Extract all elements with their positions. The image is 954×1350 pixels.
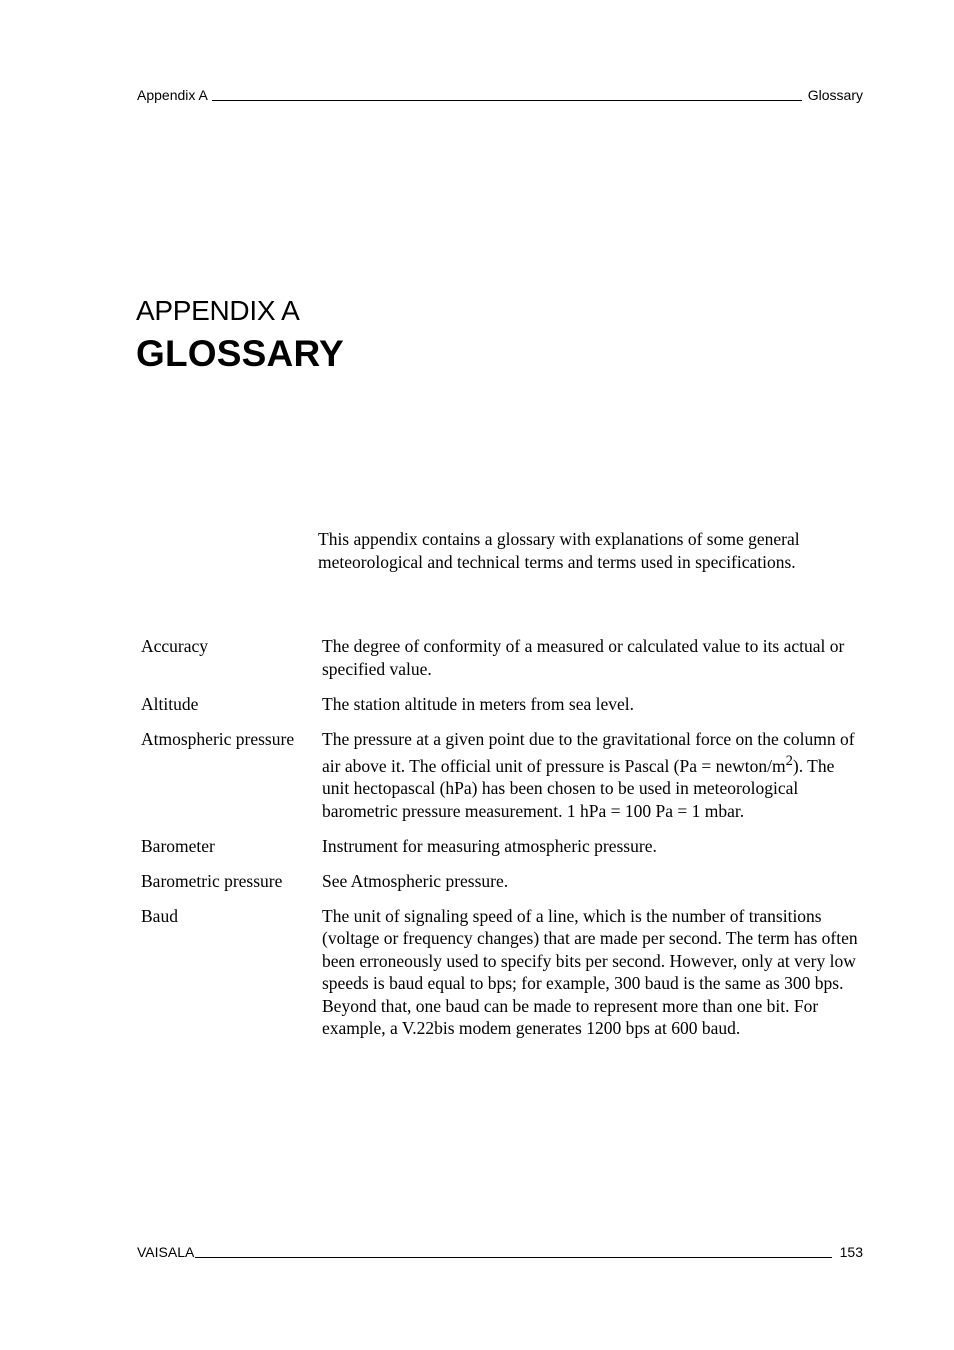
superscript-exponent: 2: [785, 753, 793, 769]
glossary-definition: Instrument for measuring atmospheric pressure.: [322, 835, 657, 856]
glossary-definition: The degree of conformity of a measured or calculated value to its actual or specified value.: [322, 636, 845, 679]
glossary-definition: The station altitude in meters from sea level.: [322, 693, 634, 714]
chapter-label: APPENDIX A: [136, 295, 300, 326]
running-footer: [137, 1244, 863, 1260]
glossary-term: Barometric pressure: [141, 870, 283, 891]
glossary-entry-altitude: [141, 693, 863, 716]
definition-text: The pressure at a given point due to the gravitational force on the column of air above it. The official unit of pressure is Pascal (Pa = newton/m: [322, 728, 855, 776]
header-section-label: Appendix A: [137, 87, 208, 103]
footer-rule: [195, 1256, 831, 1258]
glossary-term: Altitude: [141, 693, 199, 714]
header-chapter-name: Glossary: [807, 87, 863, 103]
footer-company-name: VAISALA: [137, 1244, 195, 1260]
header-rule: [212, 99, 802, 101]
glossary-definition: The unit of signaling speed of a line, which is the number of transitions (voltage or frequency changes) that are made per second. The term has often been erroneously used to specify bits per second. However, only at very low speeds is baud equal to bps; for example, 300 baud is the same as 300 bps. Beyond that, one baud can be made to represent more than one bit. For example, a V.22bis modem generates 1200 bps at 600 baud.: [322, 905, 858, 1039]
glossary-entry-baud: [141, 905, 863, 1040]
glossary-definition: [322, 728, 863, 823]
glossary-entry-barometer: [141, 835, 863, 858]
intro-paragraph: This appendix contains a glossary with explanations of some general meteorological and technical terms and terms used in specifications.: [318, 529, 800, 572]
glossary-entry-accuracy: [141, 635, 863, 680]
glossary-term: Accuracy: [141, 636, 209, 656]
glossary-definition: See Atmospheric pressure.: [322, 870, 509, 891]
page-number: 153: [839, 1244, 863, 1260]
glossary-term: Barometer: [141, 835, 215, 856]
chapter-title: GLOSSARY: [136, 333, 344, 374]
glossary-entry-barometric-pressure: [141, 870, 863, 893]
glossary-term: Baud: [141, 905, 178, 926]
glossary-entry-atmospheric-pressure: [141, 728, 863, 823]
glossary-term: Atmospheric pressure: [141, 728, 295, 749]
definition-text: ). The unit hectopascal (hPa) has been chosen to be used in meteorological barometric pressure measurement. 1 hPa = 100 Pa = 1 mbar.: [322, 755, 835, 821]
running-header: [137, 87, 863, 103]
glossary-list: [141, 635, 863, 1052]
